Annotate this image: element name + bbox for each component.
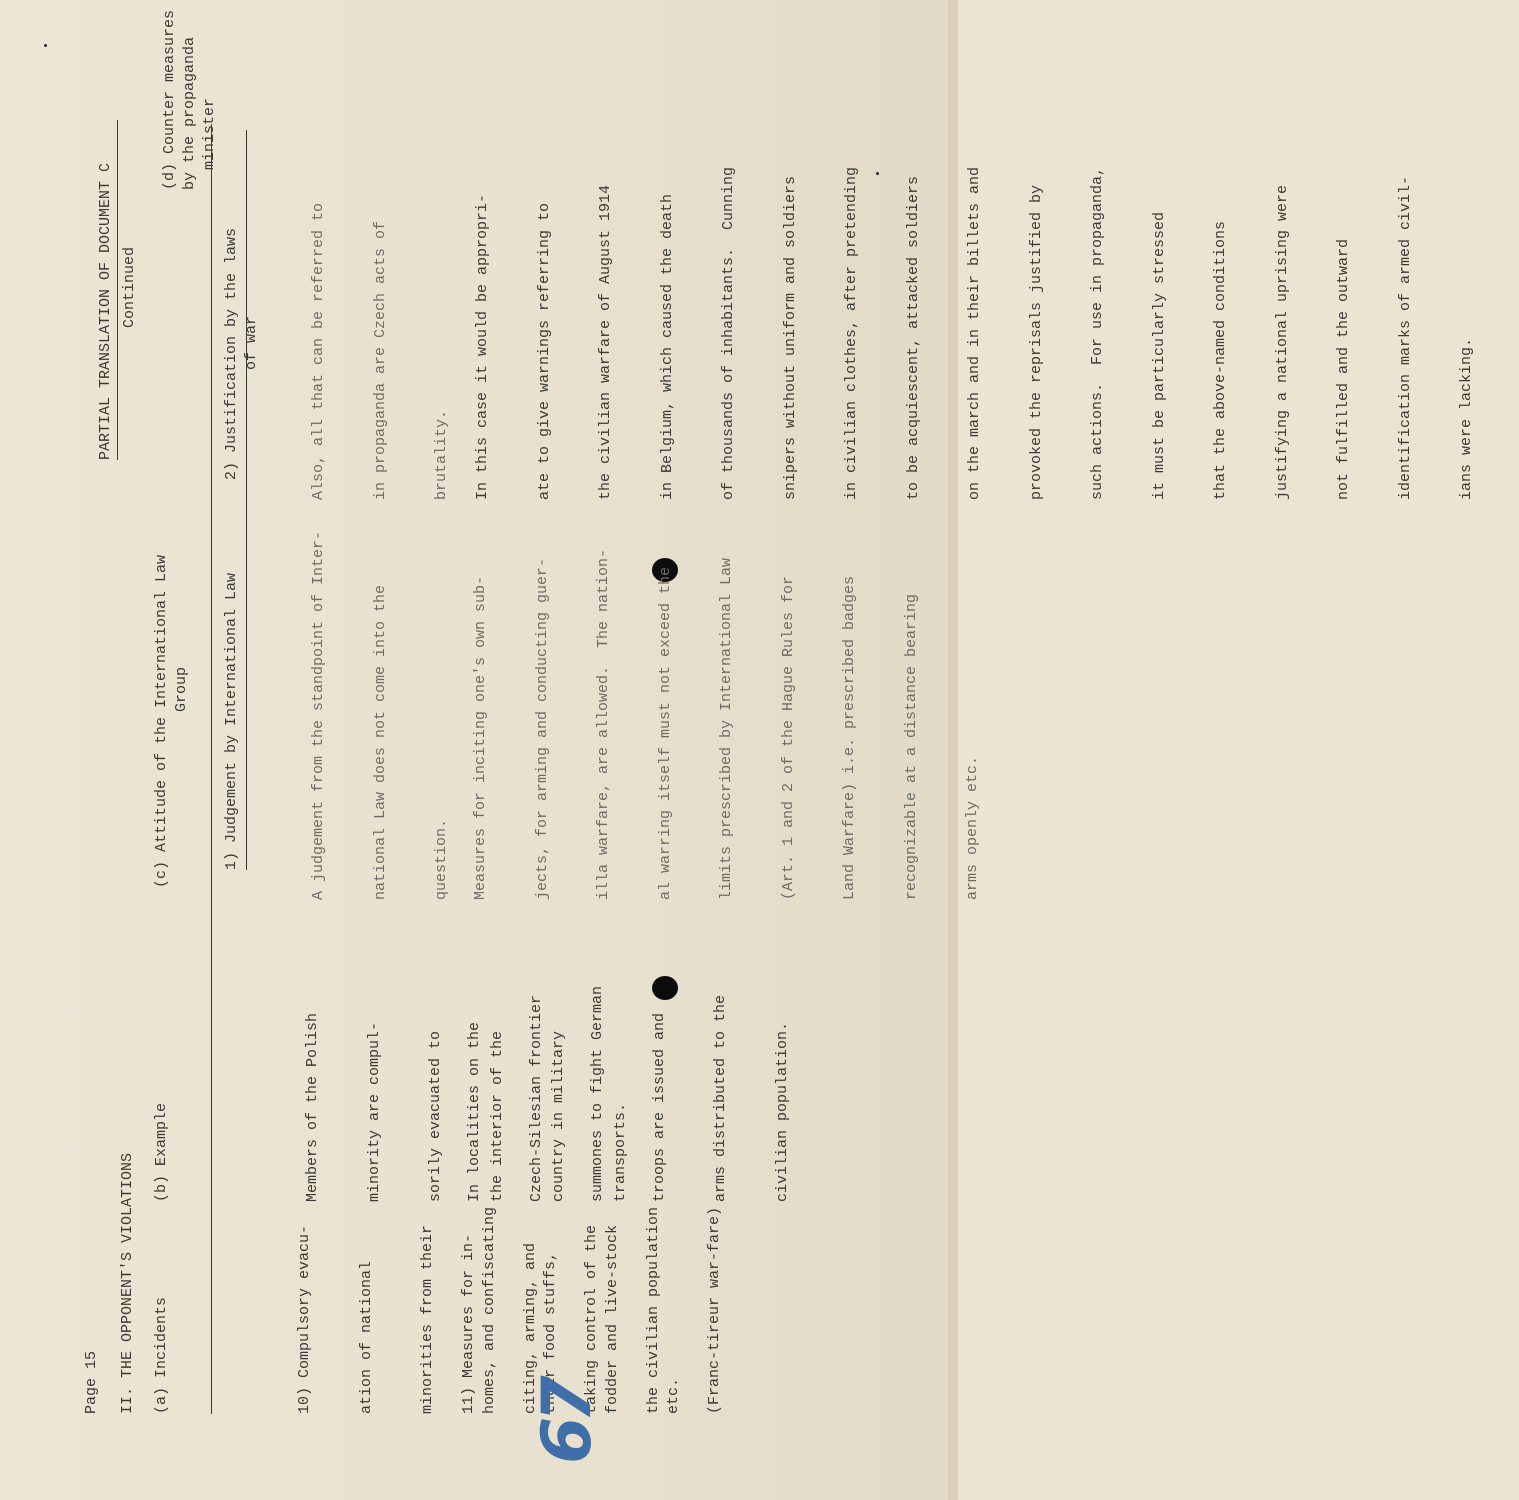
judgement-subheader: 1) Judgement by International Law [223, 572, 240, 870]
row-10-judgement: A judgement from the standpoint of Inter- national Law does not come into the question. [310, 530, 450, 900]
justification-subheader: 2) Justification by the laws [223, 227, 240, 480]
column-b-header: (b) Example [153, 1102, 170, 1202]
row-11-incident: 11) Measures for in- citing, arming, and taking control of the the civilian population (Franc-tireur war-fare) [460, 1206, 723, 1414]
column-a-header: (a) Incidents [153, 1296, 170, 1414]
row-10-example: Members of the Polish minority are compul- sorily evacuated to the interior of the country in military transports. [304, 1012, 629, 1202]
column-c-header: (c) Attitude of the International Law [153, 554, 170, 888]
row-11-example: In localities on the Czech-Silesian frontier summones to fight German troops are issued and arms distributed to the civilian population. [466, 985, 791, 1202]
page-number: Page 15 [83, 1350, 100, 1414]
column-d-header-3: minister [201, 97, 218, 170]
section-heading: II. THE OPPONENT'S VIOLATIONS [119, 1152, 136, 1414]
justification-subheader-2: of war [243, 315, 260, 370]
column-c-header-2: Group [173, 666, 190, 712]
title-underline [117, 120, 118, 460]
column-d-header-2: by the propaganda [181, 36, 198, 190]
handwritten-number: 67 [528, 1381, 607, 1464]
row-11-justification: In this case it would be appropri- ate to give warnings referring to the civilian warfare of August 1914 in Belgium, which caused the death of thousands of inhabitants. Cunning snipers without uniform and soldiers in civilian clothes, after pretending to be acquiescent, attacked soldiers on the march and in their billets and provoked the reprisals justified by such actions. For use in propaganda, it must be particularly stressed that the above-named conditions justifying a national uprising were not fulfilled and the outward identification marks of armed civil- ians were lacking. [474, 166, 1475, 500]
continued-label: Continued [121, 246, 138, 328]
header-rule [211, 124, 212, 1414]
row-10-justification: Also, all that can be referred to in propaganda are Czech acts of brutality. [310, 202, 450, 500]
row-11-judgement: Measures for inciting one's own sub- jects, for arming and conducting guer- illa warfare, are allowed. The nation- al warring itself must not exceed the limits prescribed by International Law (Art. 1 and 2 of the Hague Rules for Land Warfare) i.e. prescribed badges recognizable at a distance bearing arms openly etc. [472, 548, 981, 900]
document-title: PARTIAL TRANSLATION OF DOCUMENT C [97, 162, 114, 460]
subheader-rule [246, 130, 247, 870]
column-d-header: (d) Counter measures [161, 9, 178, 190]
row-10-incident: 10) Compulsory evacu- ation of national minorities from their homes, and confiscating their food stuffs, fodder and live-stock etc. [296, 1206, 682, 1414]
